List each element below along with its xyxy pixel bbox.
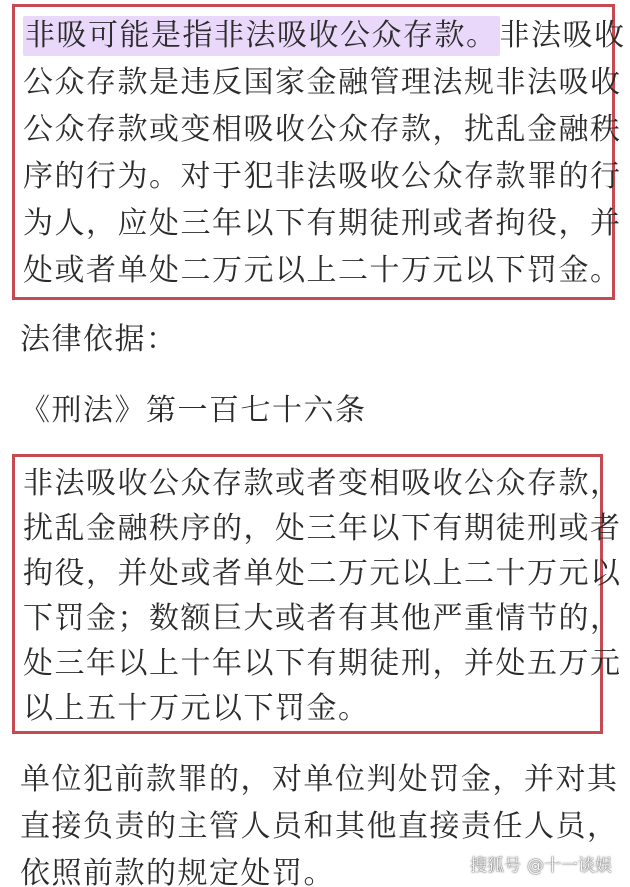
source-watermark — [470, 855, 612, 877]
law-text-line-2: 扰乱金融秩序的，处三年以下有期徒刑或者 — [23, 511, 622, 546]
law-article-title: 《刑法》第一百七十六条 — [20, 393, 367, 428]
unit-clause-line-2: 直接负责的主管人员和其他直接责任人员， — [20, 809, 619, 844]
watermark-source: 搜狐号 — [470, 856, 521, 876]
law-text-line-1: 非法吸收公众存款或者变相吸收公众存款， — [23, 466, 622, 501]
definition-line-4: 序的行为。对于犯非法吸收公众存款罪的行 — [23, 159, 622, 194]
highlight-box-law-text — [12, 454, 622, 734]
law-text-line-3: 拘役，并处或者单处二万元以上二十万元以 — [23, 556, 622, 591]
watermark-author: @十一谈娱 — [527, 856, 612, 876]
definition-line-5: 为人，应处三年以下有期徒刑或者拘役，并 — [23, 206, 622, 241]
legal-basis-heading: 法律依据： — [20, 322, 178, 357]
unit-clause-line-3: 依照前款的规定处罚。 — [20, 856, 335, 887]
law-text-line-5: 处三年以上十年以下有期徒刑，并处五万元 — [23, 646, 622, 681]
law-text-line-4: 下罚金；数额巨大或者有其他严重情节的， — [23, 601, 622, 636]
highlighted-text: 非吸可能是指非法吸收公众存款。 — [23, 16, 500, 56]
highlight-box-definition — [12, 4, 626, 300]
definition-line-2: 公众存款是违反国家金融管理法规非法吸收 — [23, 65, 622, 100]
law-text-line-6: 以上五十万元以下罚金。 — [23, 691, 370, 726]
definition-line-6: 处或者单处二万元以上二十万元以下罚金。 — [23, 253, 622, 288]
definition-line-1-rest: 非法吸收 — [499, 18, 626, 53]
definition-line-3: 公众存款或变相吸收公众存款，扰乱金融秩 — [23, 112, 622, 147]
unit-clause-line-1: 单位犯前款罪的，对单位判处罚金，并对其 — [20, 762, 619, 797]
definition-line-1 — [23, 16, 626, 56]
